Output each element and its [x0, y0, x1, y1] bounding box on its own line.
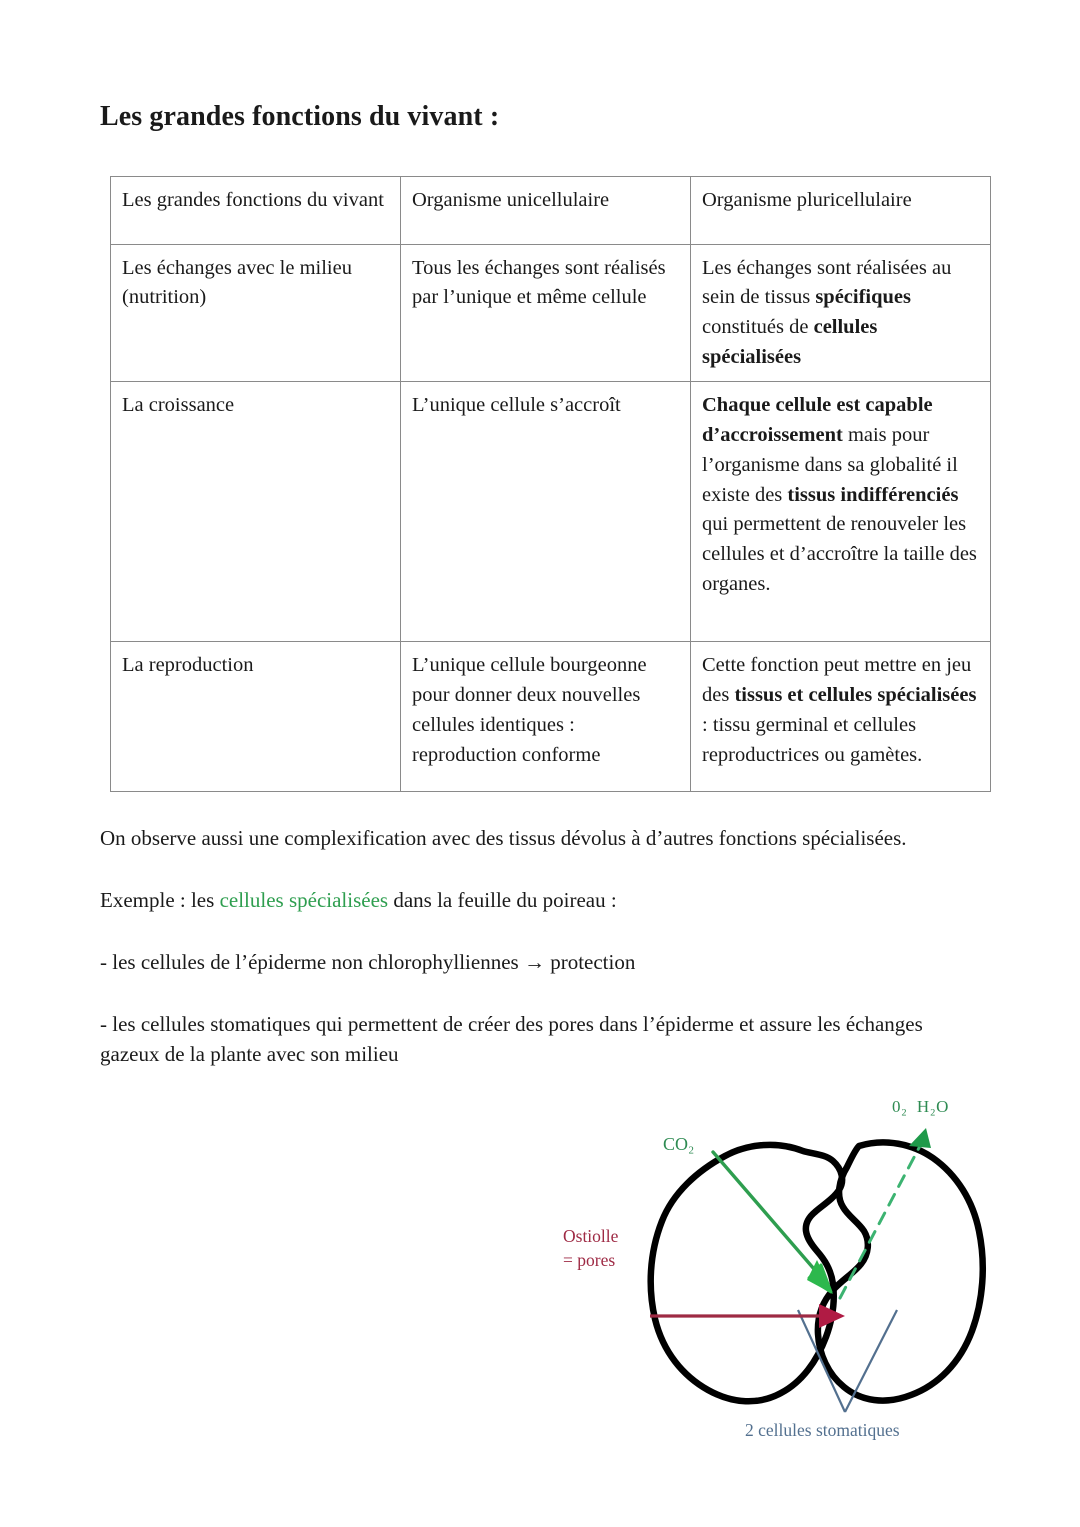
cell-pluricellular-growth	[691, 382, 991, 642]
text-plain: mais pour l’organisme dans sa globalité il existe des	[702, 424, 958, 506]
text-plain: qui permettent de renouveler les cellules et d’accroître la taille des organes.	[702, 513, 977, 595]
text-plain: Cette fonction peut mettre en jeu des	[702, 654, 972, 707]
paragraph-example	[100, 886, 984, 916]
paragraph-complexification: On observe aussi une complexification avec des tissus dévolus à d’autres fonctions spécialisées.	[100, 826, 907, 851]
bullet-stomatiques: - les cellules stomatiques qui permettent de créer des pores dans l’épiderme et assure les échanges gazeux de la plante avec son milieu	[100, 1011, 923, 1066]
text-plain: constitués de	[702, 316, 814, 339]
o2-h2o-arrow-head	[909, 1128, 931, 1148]
bullet-epiderme: - les cellules de l’épiderme non chlorophylliennes → protection	[100, 950, 636, 975]
table-row	[111, 244, 991, 382]
label-o2-h2o: 0₂ H₂O	[892, 1097, 949, 1116]
label-co2: CO₂	[663, 1134, 695, 1154]
text-plain: : tissu germinal et cellules reproductrices ou gamètes.	[702, 713, 923, 766]
text-bold: Chaque cellule est capable d’accroissement	[702, 394, 933, 447]
stoma-diagram-svg	[545, 1088, 1005, 1468]
cell-function-reproduction: La reproduction	[111, 642, 401, 792]
table-header-cell-function: Les grandes fonctions du vivant	[111, 176, 401, 244]
cell-function-growth: La croissance	[111, 382, 401, 642]
cell-unicellular-growth: L’unique cellule s’accroît	[401, 382, 691, 642]
text-bold: tissus et cellules spécialisées	[734, 684, 977, 707]
text-bold: spécifiques	[815, 286, 912, 309]
text-bold: cellules spécialisées	[702, 316, 878, 368]
stoma-diagram	[545, 1088, 1005, 1468]
cell-pluricellular-reproduction	[691, 642, 991, 792]
cell-pluricellular-exchanges	[691, 244, 991, 382]
table-row	[111, 642, 991, 792]
label-2-cellules-stomatiques: 2 cellules stomatiques	[745, 1420, 900, 1440]
label-ostiolle-line1: Ostiolle	[563, 1226, 619, 1246]
text-plain: dans la feuille du poireau :	[388, 888, 617, 913]
text-plain: Exemple : les	[100, 888, 220, 913]
text-bold: tissus indifférenciés	[787, 483, 959, 506]
cell-unicellular-exchanges: Tous les échanges sont réalisés par l’unique et même cellule	[401, 244, 691, 382]
table-header-cell-pluricellular: Organisme pluricellulaire	[691, 176, 991, 244]
cell-function-exchanges: Les échanges avec le milieu (nutrition)	[111, 244, 401, 382]
table-header-cell-unicellular: Organisme unicellulaire	[401, 176, 691, 244]
text-plain: Les échanges sont réalisées au sein de tissus	[702, 256, 952, 309]
page-title: Les grandes fonctions du vivant :	[100, 101, 500, 132]
highlight-cellules-specialisees: cellules spécialisées	[219, 888, 389, 913]
functions-table	[110, 176, 991, 793]
table-row	[111, 382, 991, 642]
label-ostiolle	[563, 1225, 618, 1272]
table-header-row	[111, 176, 991, 244]
cell-unicellular-reproduction: L’unique cellule bourgeonne pour donner deux nouvelles cellules identiques : reproduction conforme	[401, 642, 691, 792]
document-content	[100, 100, 984, 1070]
label-ostiolle-line2: = pores	[563, 1249, 616, 1270]
